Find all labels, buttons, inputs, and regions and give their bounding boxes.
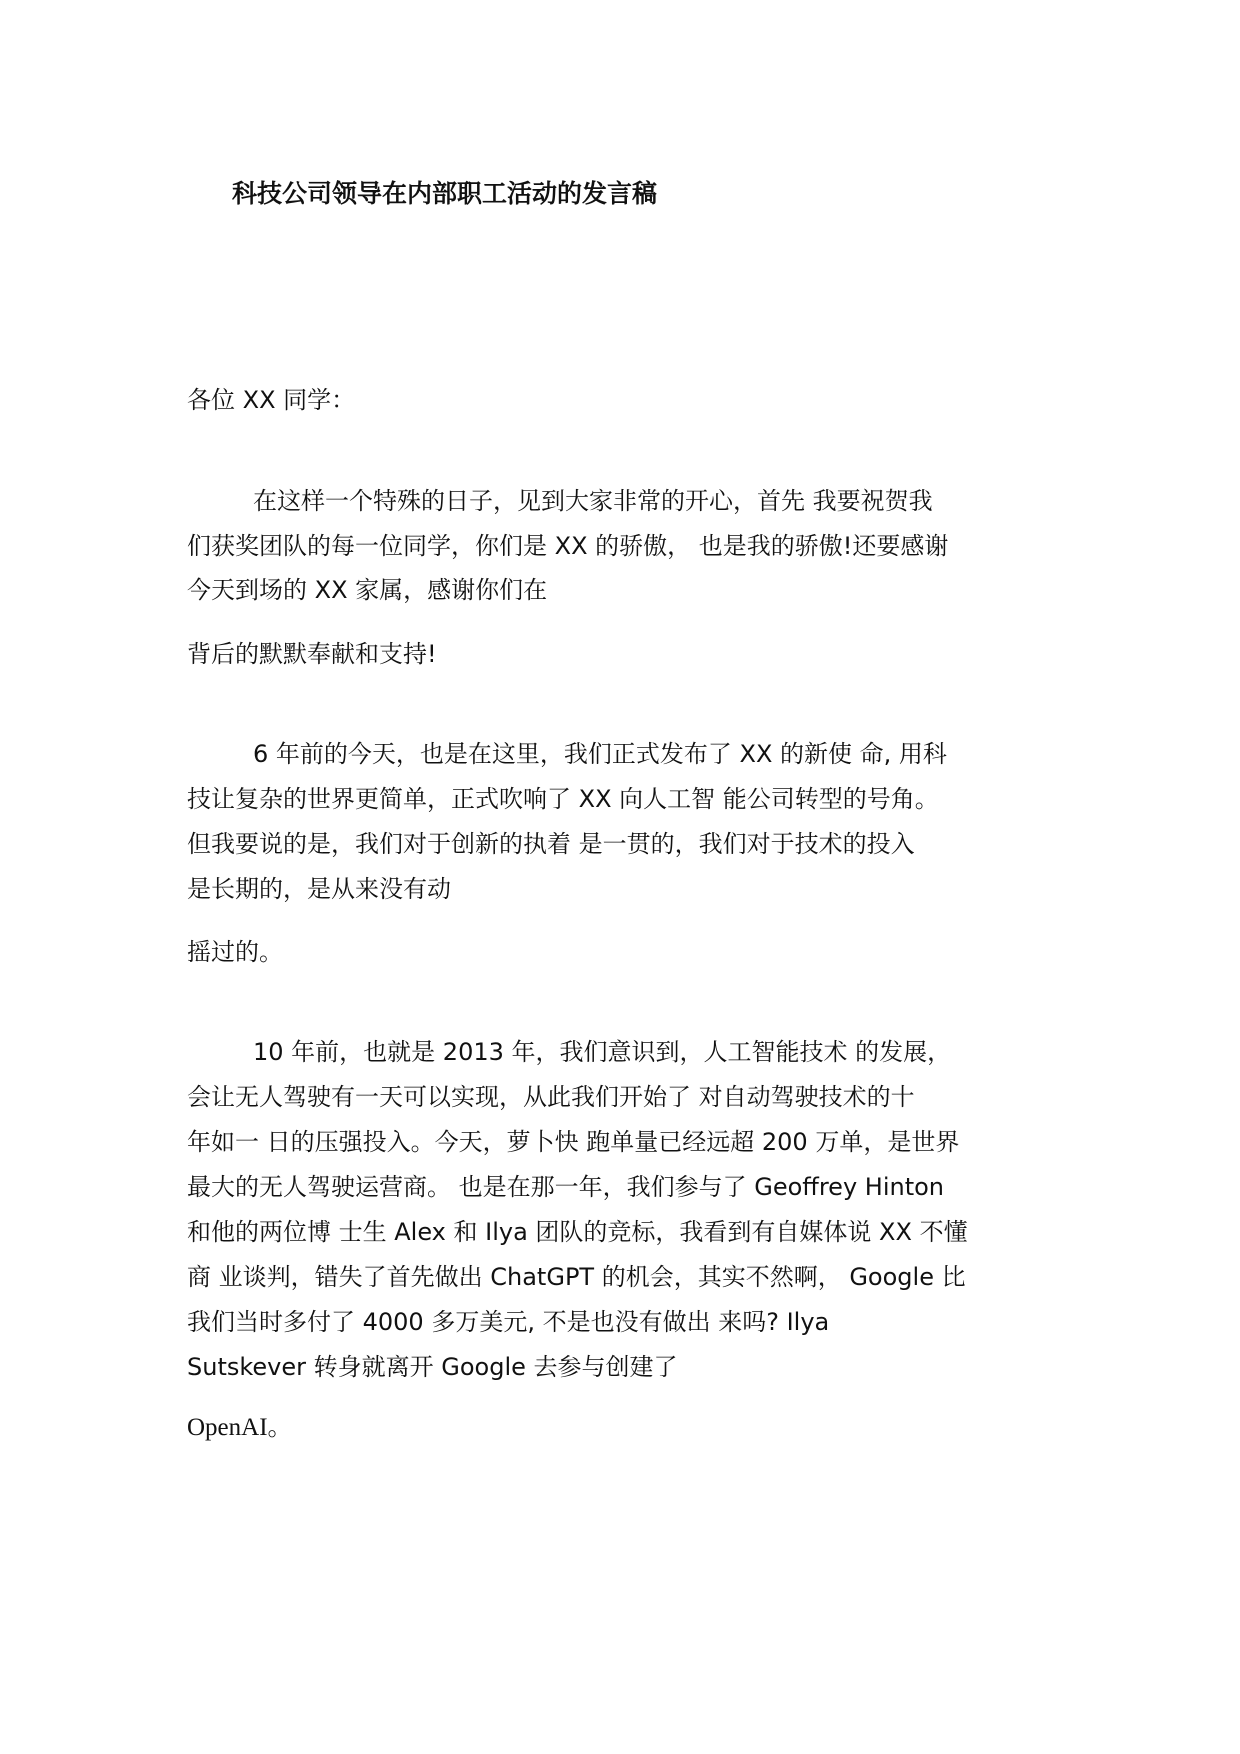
paragraph-1-line-3: 今天到场的 XX 家属，感谢你们在 [187,576,548,604]
paragraph-1-tail: 背后的默默奉献和支持! [187,640,437,668]
document-title: 科技公司领导在内部职工活动的发言稿 [232,179,658,208]
paragraph-3-line-4: 最大的无人驾驶运营商。 也是在那一年，我们参与了 Geoffrey Hinton [187,1173,945,1201]
paragraph-3-line-2: 会让无人驾驶有一天可以实现，从此我们开始了 对自动驾驶技术的十 [187,1083,915,1111]
paragraph-3-line-1: 10 年前，也就是 2013 年，我们意识到，人工智能技术 的发展， [253,1038,952,1066]
paragraph-3-line-7: 我们当时多付了 4000 多万美元, 不是也没有做出 来吗? Ilya [187,1308,830,1336]
paragraph-2-tail: 摇过的。 [187,938,283,966]
paragraph-2-line-4: 是长期的，是从来没有动 [187,875,451,903]
paragraph-2-line-1: 6 年前的今天，也是在这里，我们正式发布了 XX 的新使 命, 用科 [253,740,947,768]
paragraph-3-line-6: 商 业谈判，错失了首先做出 ChatGPT 的机会，其实不然啊， Google 比 [187,1263,966,1291]
paragraph-2-line-2: 技让复杂的世界更简单，正式吹响了 XX 向人工智 能公司转型的号角。 [187,785,939,813]
paragraph-1-line-2: 们获奖团队的每一位同学，你们是 XX 的骄傲， 也是我的骄傲!还要感谢 [187,532,949,560]
paragraph-3-line-5: 和他的两位博 士生 Alex 和 Ilya 团队的竞标，我看到有自媒体说 XX 不懂 [187,1218,968,1246]
paragraph-2-line-3: 但我要说的是，我们对于创新的执着 是一贯的，我们对于技术的投入 [187,830,915,858]
salutation: 各位 XX 同学： [187,386,356,414]
paragraph-1-line-1: 在这样一个特殊的日子，见到大家非常的开心，首先 我要祝贺我 [253,487,933,515]
paragraph-3-line-8: Sutskever 转身就离开 Google 去参与创建了 [187,1353,678,1381]
paragraph-3-line-3: 年如一 日的压强投入。今天，萝卜快 跑单量已经远超 200 万单，是世界 [187,1128,960,1156]
paragraph-3-tail: OpenAI。 [187,1414,293,1441]
